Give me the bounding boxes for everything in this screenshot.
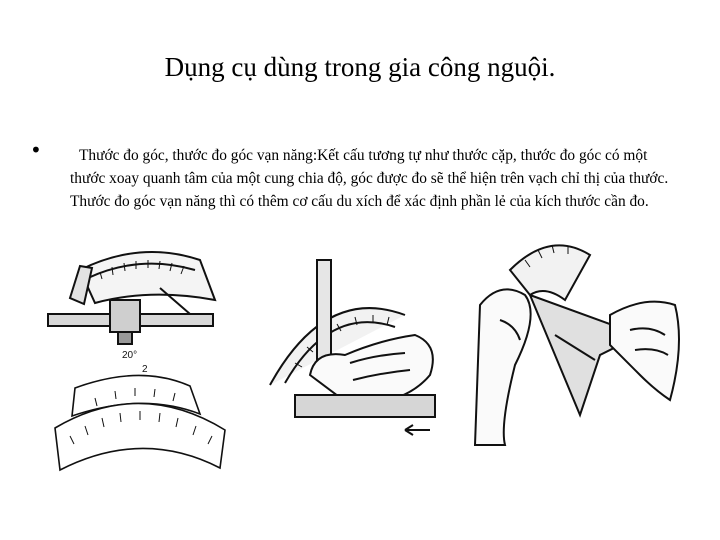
protractor-drawing [40,248,250,478]
hand-protractor-illustration [255,255,445,450]
hand-gauge-drawing [470,225,690,450]
protractor-illustration [40,248,250,478]
slide-title: Dụng cụ dùng trong gia công nguội. [164,52,556,82]
hand-protractor-drawing [255,255,445,450]
vernier-degree-label: 20° [122,350,138,361]
body-paragraph: Thước đo góc, thước đo góc vạn năng:Kết cấu tương tự như thước cặp, thước đo góc có một thước xoay quanh tâm của một cung chia độ, góc được đo sẽ thể hiện trên vạch chỉ thị của thước. Thước đo góc vạn năng thì có thêm cơ cấu du xích để xác định phần lẻ của kích thước cần đo. [70,147,669,210]
hand-gauge-illustration [470,225,690,450]
bullet-marker: • [30,138,42,162]
vernier-value-label: 2 [142,364,148,375]
